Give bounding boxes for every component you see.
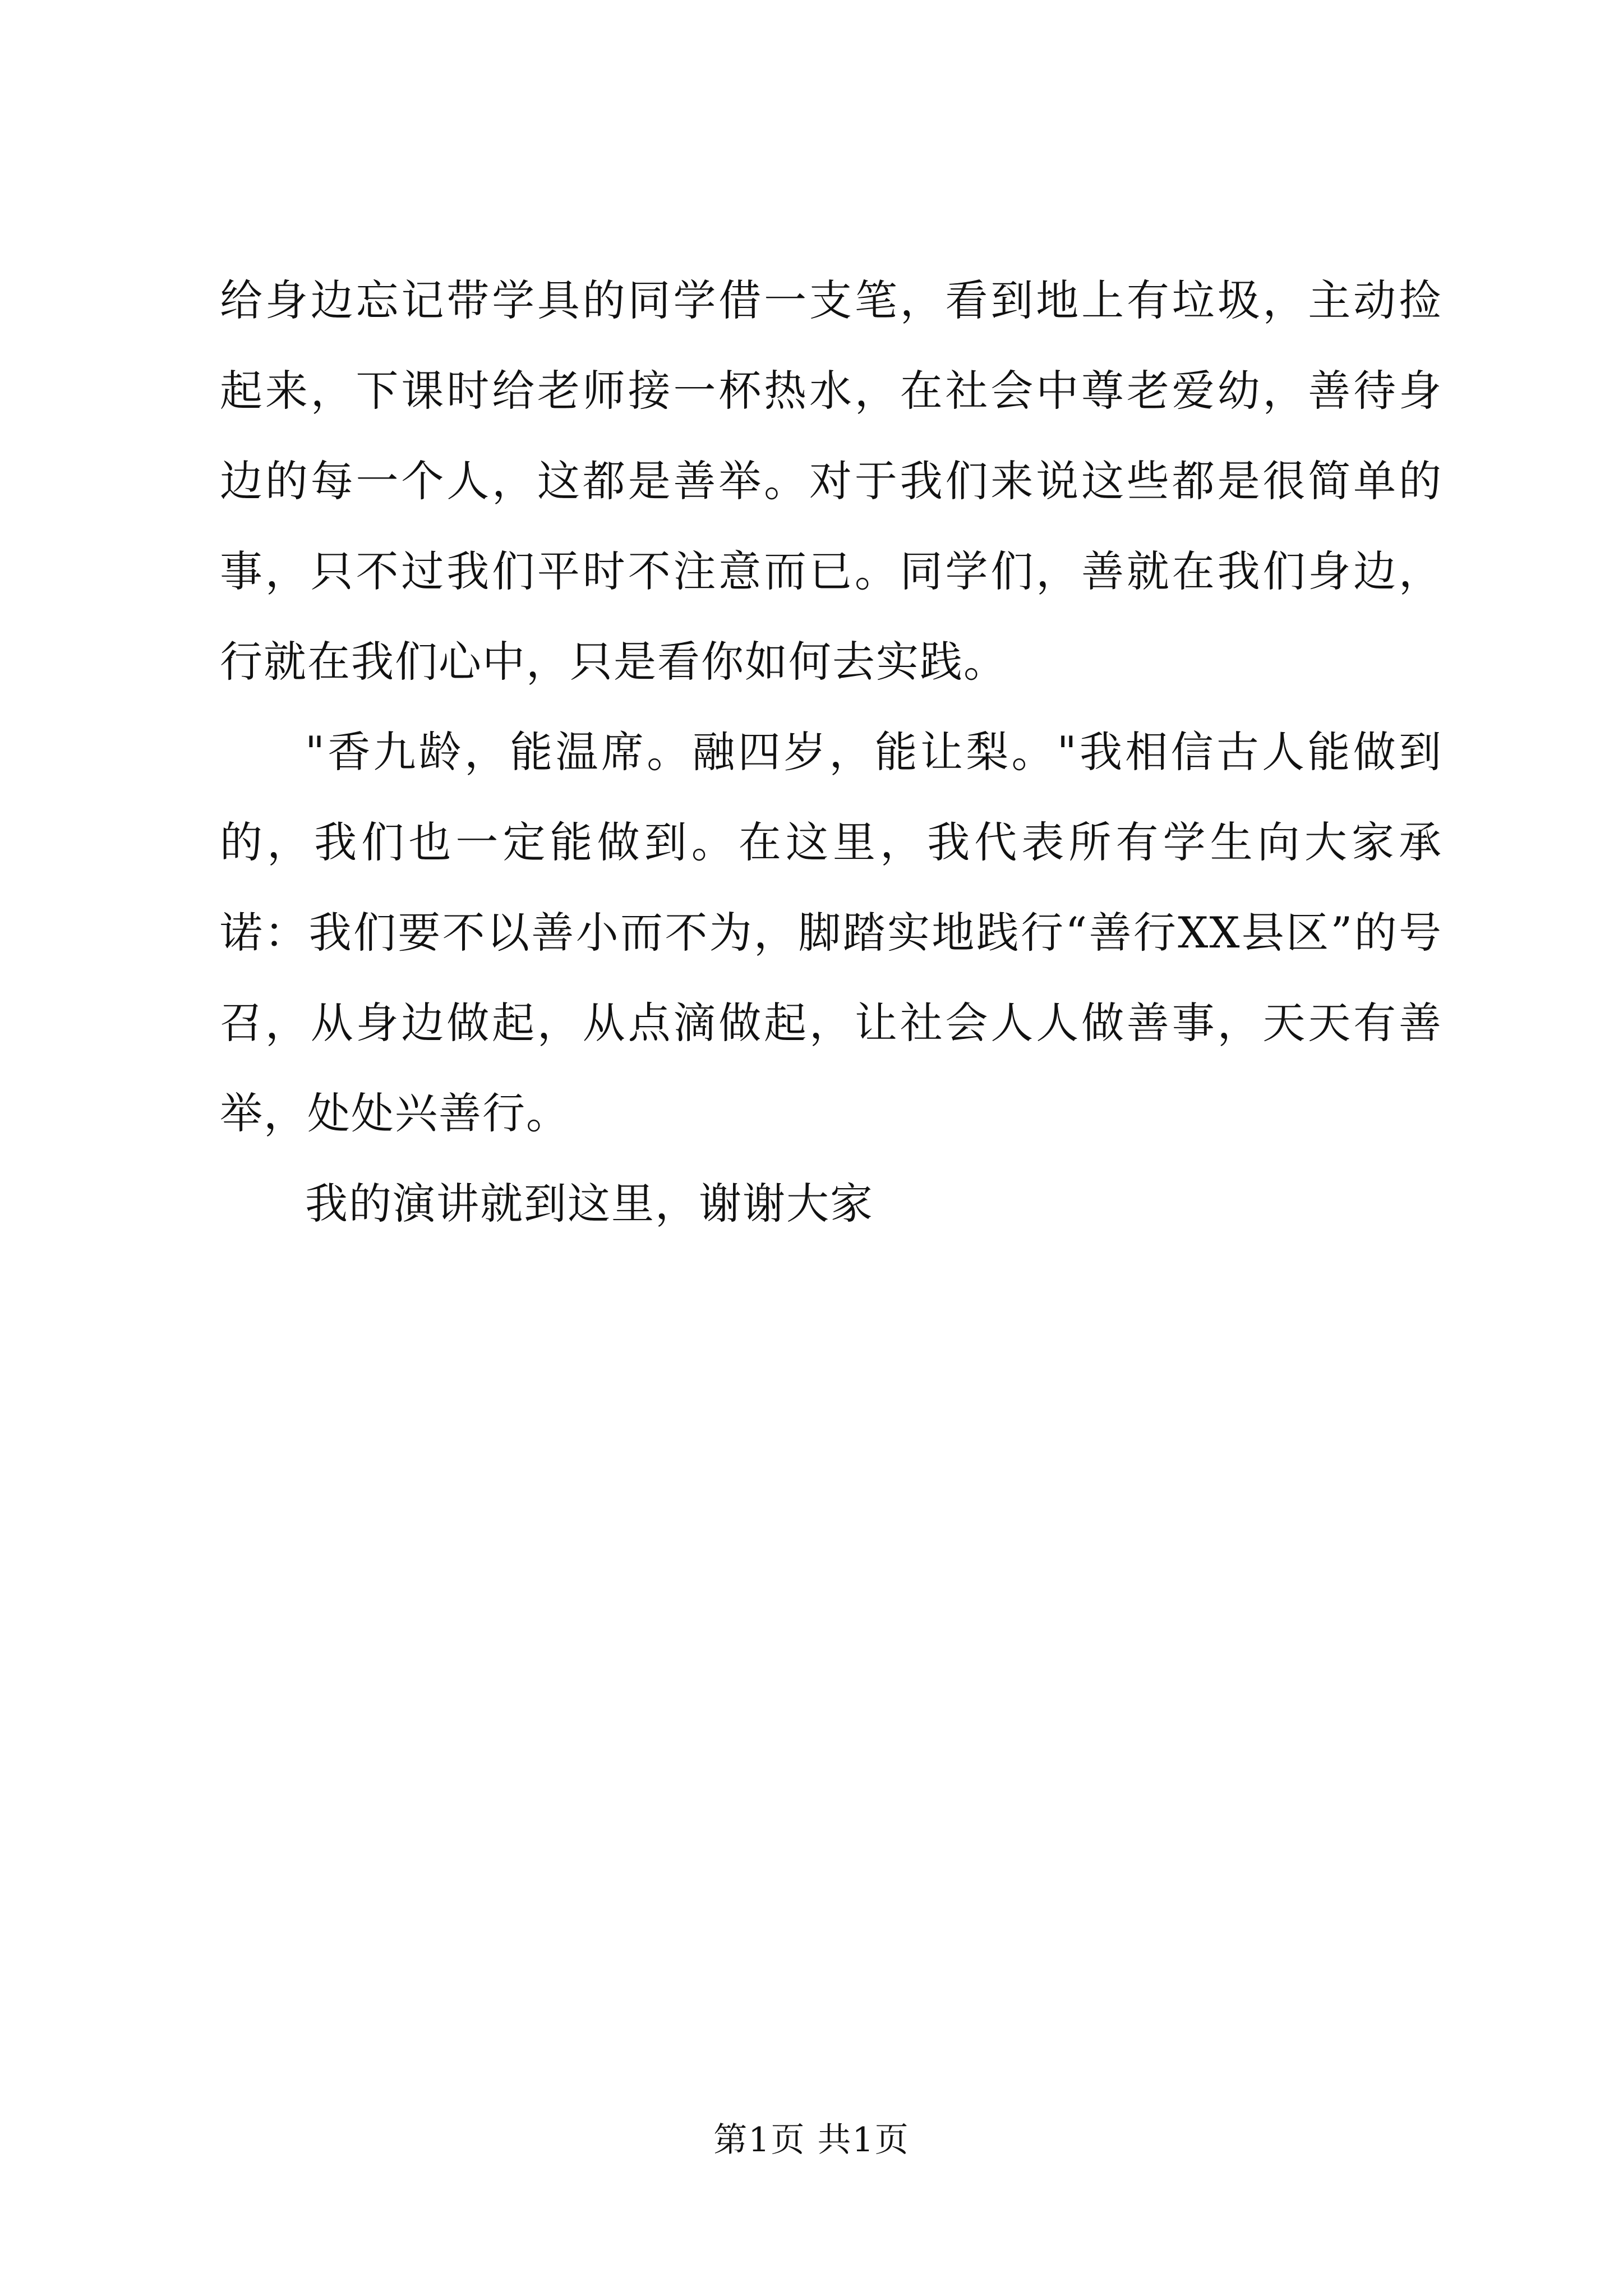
paragraph-1: 给身边忘记带学具的同学借一支笔，看到地上有垃圾，主动捡起来，下课时给老师接一杯热水，在社会中尊老爱幼，善待身边的每一个人，这都是善举。对于我们来说这些都是很简单的事，只不过我们平时不注意而已。同学们，善就在我们身边，行就在我们心中，只是看你如何去实践。 xyxy=(220,275,1442,687)
page-footer: 第1页 共1页 xyxy=(713,2120,910,2160)
paragraph-3: 我的演讲就到这里，谢谢大家 xyxy=(305,1179,874,1228)
paragraph-2: "香九龄，能温席。融四岁，能让梨。"我相信古人能做到的，我们也一定能做到。在这里，我代表所有学生向大家承诺：我们要不以善小而不为，脚踏实地践行“善行XX县区”的号召，从身边做起，从点滴做起，让社会人人做善事，天天有善举，处处兴善行。 xyxy=(220,727,1442,1138)
document-body xyxy=(220,255,1442,1249)
